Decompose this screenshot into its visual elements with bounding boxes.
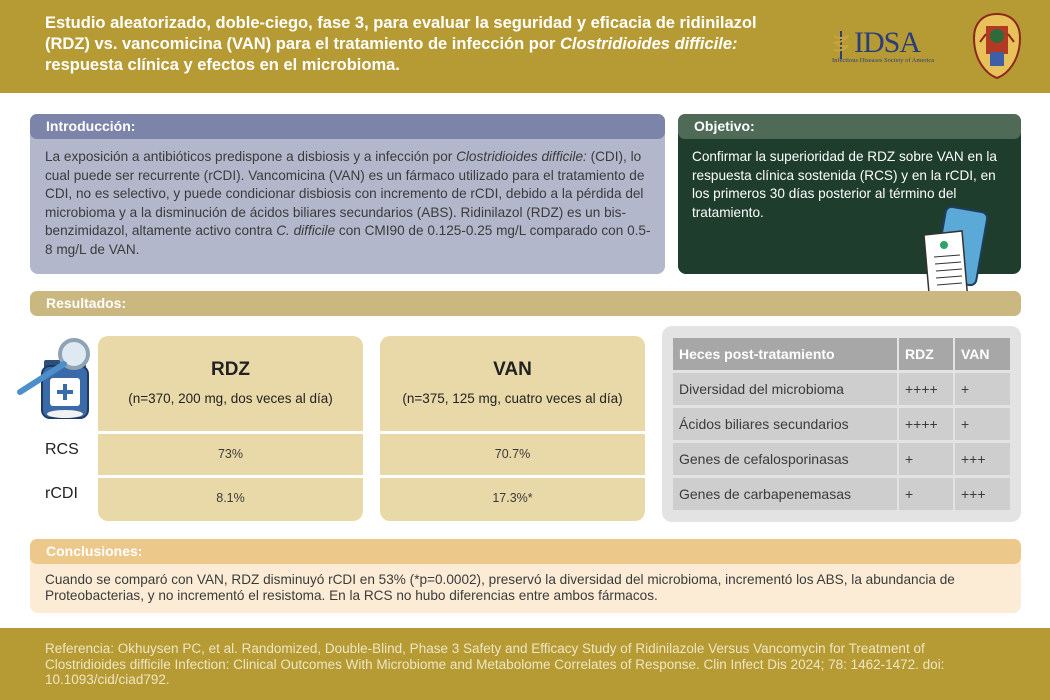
conclusions-text: Cuando se comparó con VAN, RDZ disminuyó rCDI en 53% (*p=0.0002), preservó la diversidad del microbioma, incrementó los ABS, la abundancia de Proteobacterias, y no incrementó el resistoma. En la RCS no hubo diferencias entre ambos fármacos. [45, 572, 955, 603]
title-line-3: respuesta clínica y efectos en el microbioma. [45, 56, 400, 74]
page-title [45, 13, 805, 76]
magnifier-pill-bottle-icon [16, 332, 94, 422]
results-heading: Resultados: [30, 291, 1021, 316]
idsa-logo-subtext: Infectious Diseases Society of America [832, 57, 935, 64]
intro-text-part: (CDI), lo cual puede ser recurrente (rCDI). Vancomicina (VAN) es un fármaco utilizado para el tratamiento de CDI, no es selectivo, y puede condicionar disbiosis con incremento de rCDI, debido a la pérdida del microbioma y a la disminución de ácidos biliares secundarios (ABS). Ridinilazol (RDZ) es un bis-benzimidazol, altamente activo contra [45, 149, 645, 238]
feces-table-cell: Genes de cefalosporinasas [673, 443, 897, 475]
idsa-staff-icon [830, 30, 852, 60]
introduction-heading: Introducción: [30, 114, 665, 139]
feces-table-cell: + [899, 478, 953, 510]
feces-table-header: RDZ [899, 338, 953, 370]
van-rcs-value: 70.7% [380, 434, 645, 475]
feces-table-cell: ++++ [899, 373, 953, 405]
feces-table-cell: +++ [955, 443, 1010, 475]
introduction-text [45, 148, 655, 259]
intro-italic-organism: Clostridioides difficile: [456, 149, 587, 164]
intro-text-part: con CMI90 de 0.125-0.25 mg/L comparado con 0.5-8 mg/L de VAN. [45, 223, 651, 257]
feces-table-cell: Ácidos biliares secundarios [673, 408, 897, 440]
feces-table-cell: Genes de carbapenemasas [673, 478, 897, 510]
feces-table-header: Heces post-tratamiento [673, 338, 897, 370]
rdz-rcs-value: 73% [98, 434, 363, 475]
feces-table-cell: + [955, 373, 1010, 405]
van-arm-description: (n=375, 125 mg, cuatro veces al día) [402, 391, 623, 406]
intro-italic-species: C. difficile [276, 223, 336, 238]
objective-heading: Objetivo: [678, 114, 1021, 139]
title-line-2: (RDZ) vs. vancomicina (VAN) para el tratamiento de infección por [45, 35, 560, 53]
feces-table-header: VAN [955, 338, 1010, 370]
intro-text-part: La exposición a antibióticos predispone a disbiosis y a infección por [45, 149, 457, 164]
title-italic-organism: Clostridioides difficile: [559, 35, 738, 53]
rdz-arm-description: (n=370, 200 mg, dos veces al día) [128, 391, 333, 406]
van-rcdi-value: 17.3%* [380, 478, 645, 521]
rdz-arm-name: RDZ [210, 359, 251, 380]
reference-text: Referencia: Okhuysen PC, et al. Randomized, Double-Blind, Phase 3 Safety and Efficacy Study of Ridinilazole Versus Vancomycin for Treatment of Clostridioides difficile Infection: Clinical Outcomes With Microbiome and Metabolome Correlates of Response. Clin Infect Dis 2024; 78: 1462-1472. doi: 10.1093/cid/ciad792. [45, 641, 945, 687]
feces-table-cell: ++++ [899, 408, 953, 440]
rdz-arm-header [98, 336, 363, 431]
feces-table-cell: + [899, 443, 953, 475]
row-label-rcs: RCS [45, 441, 79, 458]
van-arm-name: VAN [493, 359, 532, 380]
feces-table-cell: +++ [955, 478, 1010, 510]
van-arm-header [380, 336, 645, 431]
feces-table-cell: Diversidad del microbioma [673, 373, 897, 405]
idsa-logo [830, 26, 955, 70]
rdz-rcdi-value: 8.1% [98, 478, 363, 521]
objective-text: Confirmar la superioridad de RDZ sobre VAN en la respuesta clínica sostenida (RCS) y en la rCDI, en los primeros 30 días posterior al término del tratamiento. [692, 149, 997, 220]
idsa-logo-text: IDSA [854, 26, 921, 59]
row-label-rcdi: rCDI [45, 485, 78, 502]
feces-table-cell: + [955, 408, 1010, 440]
university-seal-icon [972, 12, 1022, 80]
rdz-arm-card [98, 336, 363, 521]
conclusions-heading: Conclusiones: [30, 539, 1021, 564]
van-arm-card [380, 336, 645, 521]
title-line-1: Estudio aleatorizado, doble-ciego, fase 3, para evaluar la seguridad y eficacia de ridinilazol [45, 14, 757, 32]
